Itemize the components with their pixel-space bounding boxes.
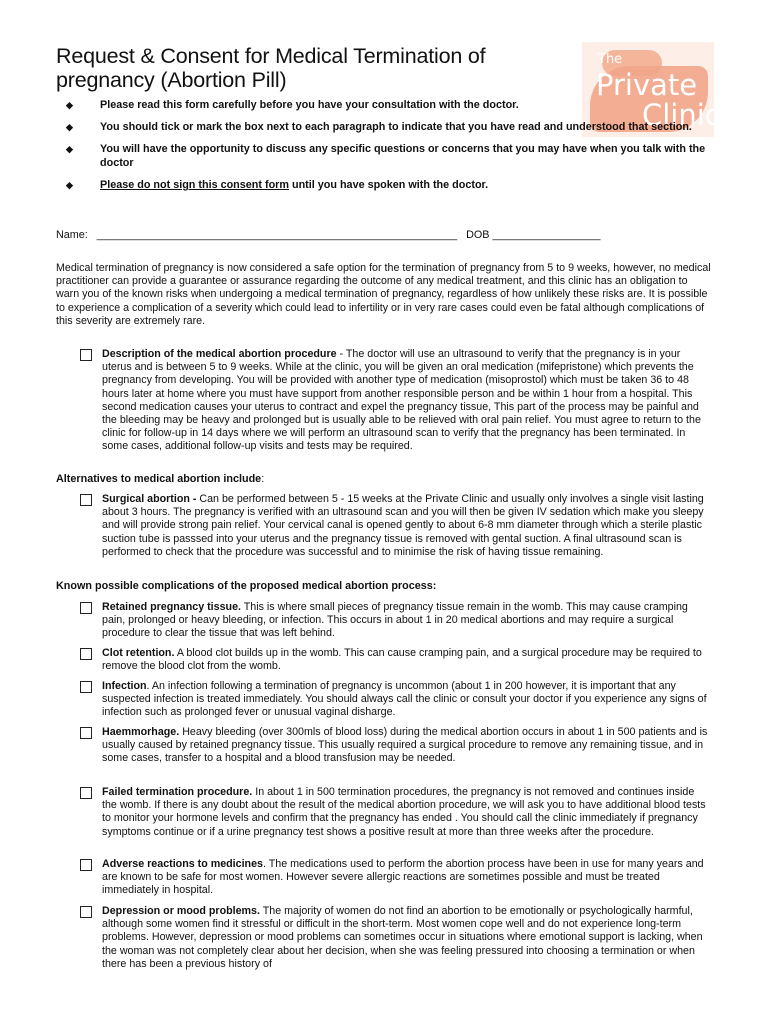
consent-checkbox[interactable] [80, 727, 92, 739]
instruction-item: ◆ Please read this form carefully before you have your consultation with the doctor. [66, 99, 519, 111]
bullet-icon: ◆ [66, 144, 73, 154]
instruction-item: ◆ Please do not sign this consent form until you have spoken with the doctor. [66, 179, 489, 191]
description-item: Description of the medical abortion procedure - The doctor will use an ultrasound to verify that the pregnancy is in your uterus and is between 5 to 9 weeks. While at the clinic, you will be given an oral medication (mifepristone) which prevents the pregnancy from developing. You will be provided with another type of medication (misoprostol) which must be taken 36 to 48 hours later at home where you must have support from another responsible person and be within 1 hour from a hospital. This second medication causes your uterus to contract and expel the pregnancy tissue, This part of the process may be painful and the bleeding may be heavy and prolonged but is usually able to be relieved with oral pain relief. You must agree to return to the clinic for follow-up in 14 days where we will perform an ultrasound scan to verify that the pregnancy has been terminated. In some cases, additional follow-up visits and tests may be required. [80, 348, 710, 454]
complications-heading: Known possible complications of the proposed medical abortion process: [56, 580, 437, 592]
consent-checkbox[interactable] [80, 349, 92, 361]
logo-text: Private [596, 68, 698, 102]
complication-item: Haemmorhage. Heavy bleeding (over 300mls of blood loss) during the medical abortion occurs in about 1 in 500 patients and is usually caused by retained pregnancy tissue. This usually required a surgical procedure to remove any remaining tissue, and in some cases, transfer to a hospital and a blood transfusion may be needed. [80, 726, 710, 766]
consent-checkbox[interactable] [80, 787, 92, 799]
name-dob-field[interactable]: Name: ____________________________________________________________ DOB __________________ [56, 229, 601, 241]
consent-checkbox[interactable] [80, 494, 92, 506]
complication-item: Adverse reactions to medicines. The medications used to perform the abortion process have been in use for many years and are known to be safe for most women. However severe allergic reactions are sometimes possible and must be treated immediately in hospital. [80, 858, 710, 898]
logo-text: The [598, 52, 623, 67]
complication-item: Retained pregnancy tissue. This is where small pieces of pregnancy tissue remain in the womb. This may cause cramping pain, prolonged or heavy bleeding, or infection. This occurs in about 1 in 20 medical abortions and may require a surgical procedure to clear the tissue that was left behind. [80, 601, 710, 641]
instructions-list [66, 98, 706, 200]
complication-item: Clot retention. A blood clot builds up in the womb. This can cause cramping pain, and a surgical procedure may be required to remove the blood clot from the womb. [80, 647, 710, 673]
page-title: Request & Consent for Medical Termination of pregnancy (Abortion Pill) [56, 44, 486, 92]
consent-checkbox[interactable] [80, 859, 92, 871]
logo-text: Clinic [642, 98, 721, 132]
complication-item: Failed termination procedure. In about 1 in 500 termination procedures, the pregnancy is not removed and continues inside the womb. If there is any doubt about the result of the medical abortion procedure, we will ask you to have additional blood tests to monitor your hormone levels and confirm that the pregnancy has ended . You should call the clinic immediately if pregnancy symptoms continue or if a urine pregnancy test shows a positive result at more than three weeks after the procedure. [80, 786, 710, 839]
consent-checkbox[interactable] [80, 681, 92, 693]
complication-item: Depression or mood problems. The majority of women do not find an abortion to be emotionally or psychologically harmful, although some women find it stressful or difficult in the short-term. Most women cope well and do not experience long-term problems. However, depression or mood problems can sometimes occur in situations where emotional support is lacking, when the woman was not completely clear about her decision, when she was feeling pressured into choosing a termination or when there has been a previous history of [80, 905, 710, 971]
complication-item: Infection. An infection following a termination of pregnancy is uncommon (about 1 in 200 however, it is important that any suspected infection is treated immediately. You should always call the clinic or consult your doctor if you experience any signs of infection such as prolonged fever or unusual vaginal disharge. [80, 680, 710, 720]
consent-checkbox[interactable] [80, 906, 92, 918]
surgical-item: Surgical abortion - Can be performed between 5 - 15 weeks at the Private Clinic and usually only involves a single visit lasting about 3 hours. The pregnancy is verified with an ultrasound scan and you will then be given IV sedation which make you sleepy and will provide strong pain relief. Your cervical canal is opened gently to about 6-8 mm diameter through which a sterile plastic suction tube is passsed into your uterus and the pregnancy tissue is removed with gental suction. A final ultrasound scan is performed to check that the procedure was successful and to minimise the risk of having tissue remaining. [80, 493, 710, 559]
bullet-icon: ◆ [66, 100, 73, 110]
intro-paragraph: Medical termination of pregnancy is now considered a safe option for the termination of pregnancy from 5 to 9 weeks, however, no medical practitioner can provide a guarantee or assurance regarding the outcome of any medical treatment, and this clinic has an obligation to warn you of the known risks when undergoing a medical termination of pregnancy, regardless of how unlikely these risks are. It is possible to experience a complication of a severity which could lead to infertility or in very rare cases could even be fatal although complications of this severity are extremely rare. [56, 262, 711, 327]
instruction-item: ◆ You will have the opportunity to discuss any specific questions or concerns that you may have when you talk with the doctor [66, 143, 706, 169]
bullet-icon: ◆ [66, 122, 73, 132]
alternatives-heading: Alternatives to medical abortion include: [56, 473, 265, 485]
instruction-item: ◆ You should tick or mark the box next to each paragraph to indicate that you have read and understood that section. [66, 121, 692, 133]
consent-checkbox[interactable] [80, 602, 92, 614]
consent-checkbox[interactable] [80, 648, 92, 660]
bullet-icon: ◆ [66, 180, 73, 190]
